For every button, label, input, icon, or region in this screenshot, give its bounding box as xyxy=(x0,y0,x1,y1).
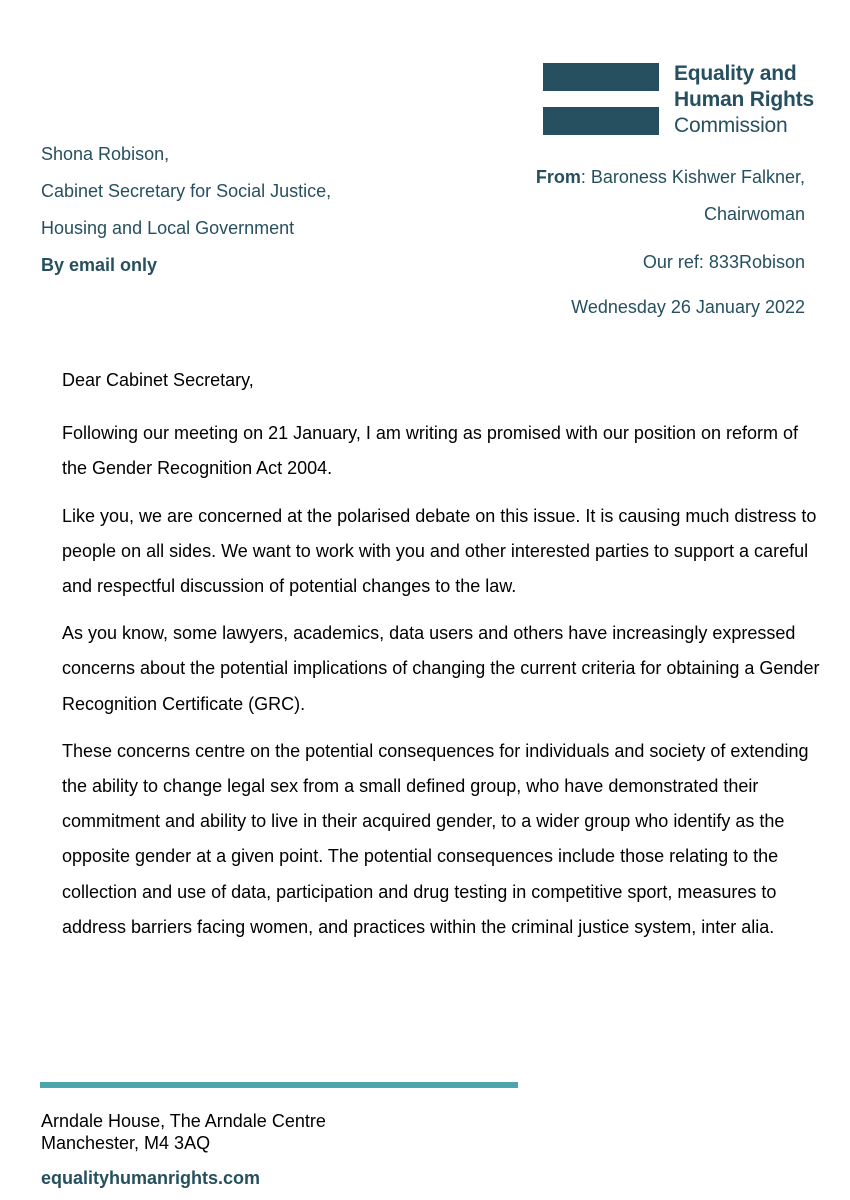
reference-number: Our ref: 833Robison xyxy=(642,252,805,272)
body-paragraph-2: Like you, we are concerned at the polarised debate on this issue. It is causing much distress to people on all sides. We want to work with you and other interested parties to support a careful and respectful discussion of potential changes to the law. xyxy=(62,505,817,597)
recipient-name: Shona Robison, xyxy=(41,144,170,164)
delivery-method: By email only xyxy=(41,255,158,275)
recipient-block xyxy=(41,136,331,284)
body-paragraph-3: As you know, some lawyers, academics, data users and others have increasingly expressed concerns about the potential implications of changing the current criteria for obtaining a Gender Recognition Certificate (GRC). xyxy=(62,623,820,714)
ehrc-logo xyxy=(543,60,843,140)
logo-text-line-3: Commission xyxy=(674,114,788,137)
logo-text-line-1: Equality and xyxy=(674,62,797,85)
recipient-role-line-2: Housing and Local Government xyxy=(41,218,295,238)
salutation: Dear Cabinet Secretary, xyxy=(62,370,254,390)
footer-address xyxy=(41,1110,326,1154)
from-label: From xyxy=(535,167,581,187)
letter-body xyxy=(62,363,822,957)
body-paragraph-4: These concerns centre on the potential consequences for individuals and society of extending the ability to change legal sex from a small defined group, who have demonstrated their commitment and ability to live in their acquired gender, to a wider group who identify as the opposite gender at a given point. The potential consequences include those relating to the collection and use of data, participation and drug testing in competitive sport, measures to address barriers facing women, and practices within the criminal justice system, inter alia. xyxy=(62,740,809,937)
website-link[interactable]: equalityhumanrights.com xyxy=(41,1168,261,1188)
letter-date: Wednesday 26 January 2022 xyxy=(571,297,805,317)
sender-from-line xyxy=(536,167,805,188)
body-paragraph-1: Following our meeting on 21 January, I am writing as promised with our position on reform of the Gender Recognition Act 2004. xyxy=(62,423,799,479)
logo-bar-bottom xyxy=(543,107,659,135)
logo-bar-top xyxy=(543,63,659,91)
address-line-1: Arndale House, The Arndale Centre xyxy=(41,1111,326,1131)
address-line-2: Manchester, M4 3AQ xyxy=(41,1133,211,1153)
sender-name: : Baroness Kishwer Falkner, xyxy=(580,167,805,187)
recipient-role-line-1: Cabinet Secretary for Social Justice, xyxy=(41,181,332,201)
sender-title: Chairwoman xyxy=(703,204,805,224)
logo-text-line-2: Human Rights xyxy=(674,88,814,111)
footer-divider xyxy=(40,1082,518,1088)
